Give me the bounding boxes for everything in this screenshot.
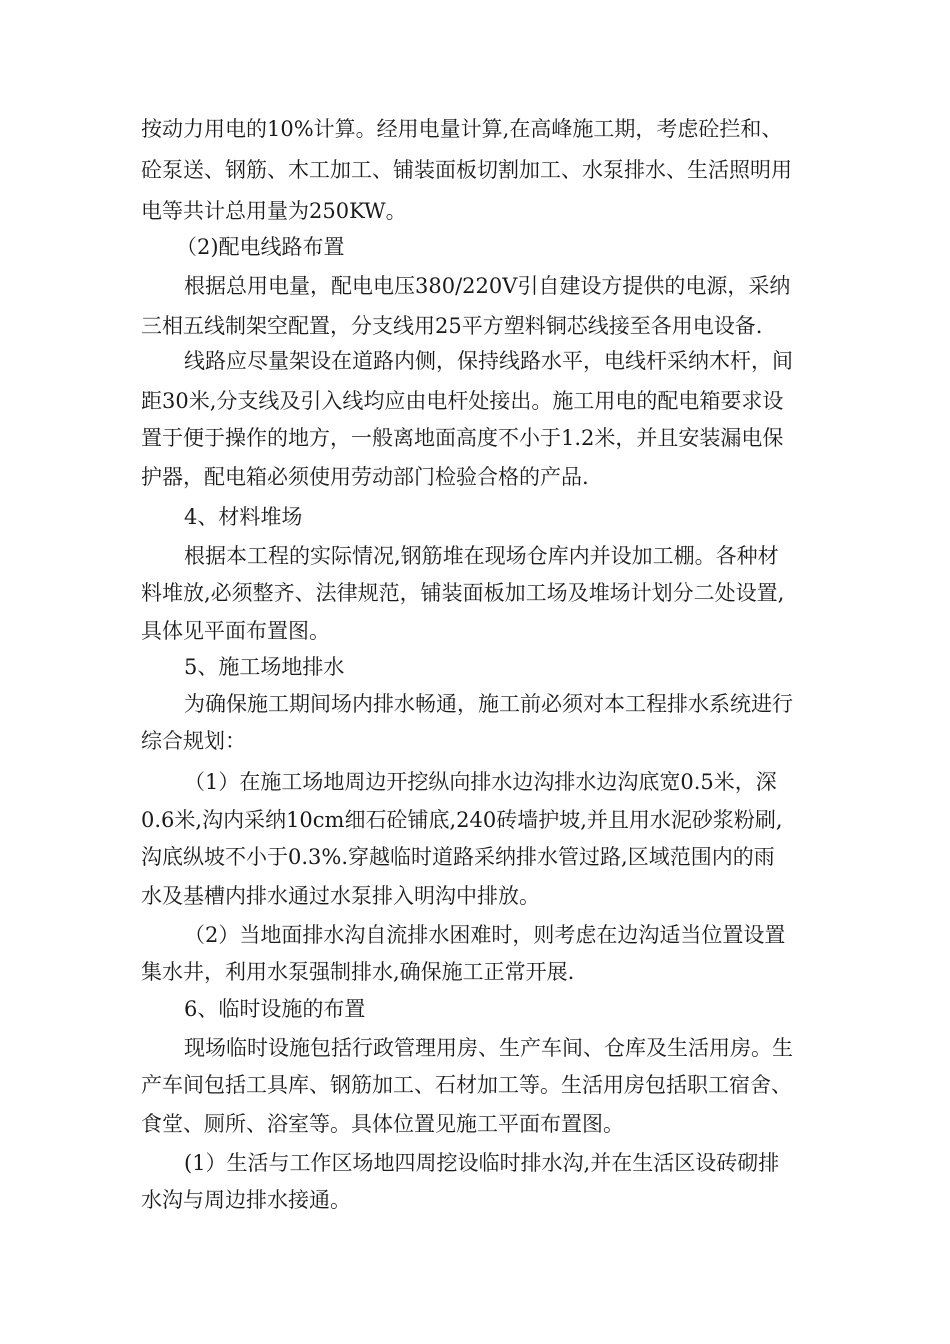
text-line: 线路应尽量架设在道路内侧，保持线路水平，电线杆采纳木杆，间	[184, 349, 793, 373]
section-heading: 4、材料堆场	[184, 505, 303, 529]
text-line: 为确保施工期间场内排水畅通，施工前必须对本工程排水系统进行	[184, 692, 793, 716]
text-line: 沟底纵坡不小于0.3%.穿越临时道路采纳排水管过路,区域范围内的雨	[141, 845, 775, 869]
text-line: 砼泵送、钢筋、木工加工、铺装面板切割加工、水泵排水、生活照明用	[141, 158, 792, 182]
text-line: 料堆放,必须整齐、法律规范，铺装面板加工场及堆场计划分二处设置,	[141, 581, 785, 605]
text-line: 综合规划：	[141, 729, 246, 753]
text-line: 水及基槽内排水通过水泵排入明沟中排放。	[141, 884, 540, 908]
text-line: 按动力用电的10%计算。经用电量计算,在高峰施工期，考虑砼拦和、	[141, 117, 783, 141]
text-line: 0.6米,沟内采纳10cm细石砼铺底,240砖墙护坡,并且用水泥砂浆粉刷,	[141, 808, 783, 832]
text-line: 置于便于操作的地方，一般离地面高度不小于1.2米，并且安装漏电保	[141, 426, 784, 450]
text-line: （1）在施工场地周边开挖纵向排水边沟排水边沟底宽0.5米，深	[184, 770, 777, 794]
text-line: 护器，配电箱必须使用劳动部门检验合格的产品.	[141, 465, 589, 489]
text-line: 产车间包括工具库、钢筋加工、石材加工等。生活用房包括职工宿舍、	[141, 1073, 792, 1097]
text-line: 三相五线制架空配置，分支线用25平方塑料铜芯线接至各用电设备.	[141, 314, 763, 338]
text-line: 现场临时设施包括行政管理用房、生产车间、仓库及生活用房。生	[184, 1036, 793, 1060]
text-line: (1）生活与工作区场地四周挖设临时排水沟,并在生活区设砖砌排	[184, 1151, 780, 1175]
text-line: 食堂、厕所、浴室等。具体位置见施工平面布置图。	[141, 1112, 624, 1136]
text-line: 根据总用电量，配电电压380/220V引自建设方提供的电源，采纳	[184, 274, 791, 298]
section-heading: 6、临时设施的布置	[184, 997, 366, 1021]
text-line: （2）当地面排水沟自流排水困难时，则考虑在边沟适当位置设置	[184, 923, 786, 947]
text-line: 具体见平面布置图。	[141, 619, 330, 643]
section-heading: （2)配电线路布置	[176, 235, 345, 259]
text-line: 距30米,分支线及引入线均应由电杆处接出。施工用电的配电箱要求设	[141, 389, 784, 413]
section-heading: 5、施工场地排水	[184, 655, 345, 679]
text-line: 电等共计总用量为250KW。	[141, 199, 407, 223]
text-line: 根据本工程的实际情况,钢筋堆在现场仓库内并设加工棚。各种材	[184, 544, 779, 568]
text-line: 集水井，利用水泵强制排水,确保施工正常开展.	[141, 960, 575, 984]
text-line: 水沟与周边排水接通。	[141, 1188, 351, 1212]
